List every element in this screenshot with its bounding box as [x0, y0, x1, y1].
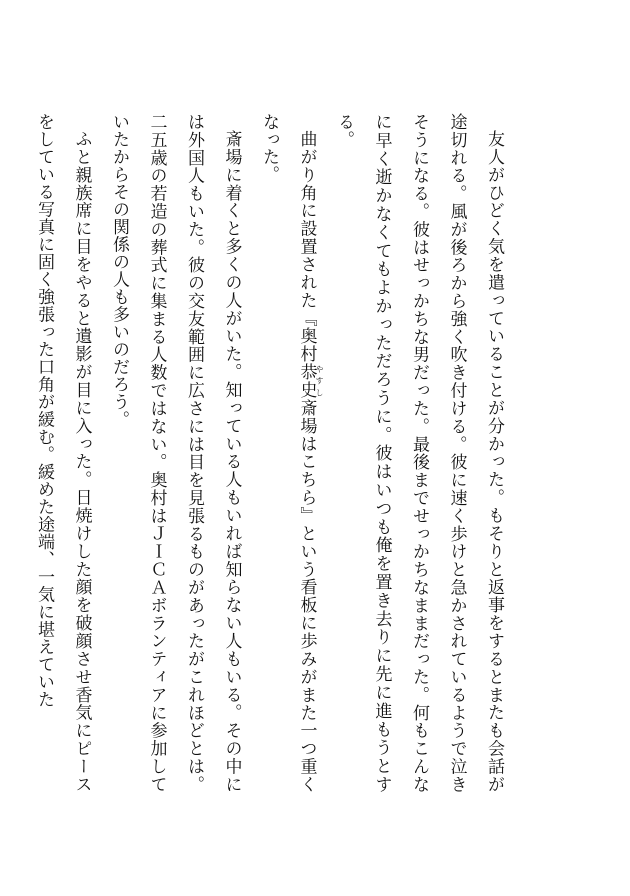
- paragraph-1: 友人がひどく気を遣っていることが分かった。もそりと返事をするとまたも会話が途切れる。風が後ろから強く吹き付ける。彼に速く歩けと急かされているようで泣きそうになる。彼はせっかちな男だった。最後までせっかちなままだった。何もこんなに早く逝かなくてもよかっただろうに。彼はいつも俺を置き去りに先に進もうとする。: [334, 113, 504, 793]
- paragraph-4: ふと親族席に目をやると遺影が目に入った。日焼けした顔を破顔させ香気にピースをしている写真に固く強張った口角が緩む。緩めた途端、一気に堪えていた: [34, 113, 92, 793]
- ruby-name: [296, 363, 324, 399]
- paragraph-2-rest: 斎場はこちら』という看板に歩みがまた一つ重くなった。: [259, 113, 317, 794]
- paragraph-2-lead: 曲がり角に設置された『奥村: [296, 130, 317, 364]
- ruby-base: 恭史: [296, 363, 317, 399]
- vertical-text-body: [34, 113, 512, 794]
- ruby-reading: やすし: [315, 363, 324, 399]
- paragraph-2: [250, 113, 325, 793]
- paragraph-3: 斎場に着くと多くの人がいた。知っている人もいれば知らない人もいる。その中には外国人もいた。彼の交友範囲に広さには目を見張るものがあったがこれほどとは。二五歳の若造の葬式に集まる人数ではない。奥村はＪＩＣＡボランティアに参加していたからその関係の人も多いのだろう。: [109, 113, 242, 793]
